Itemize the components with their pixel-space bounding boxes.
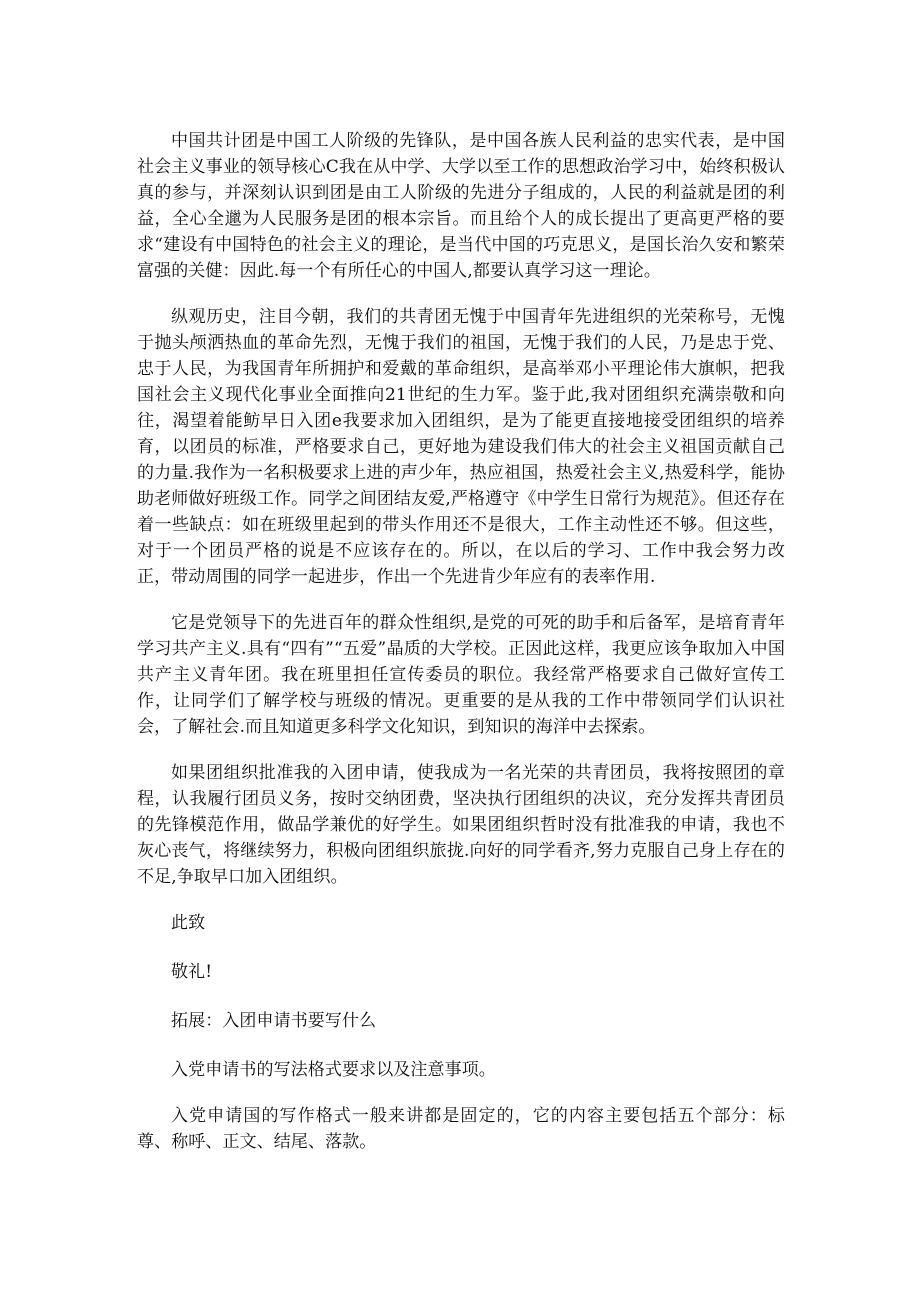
closing-regards: 敬礼! — [171, 962, 213, 982]
paragraph-commitment: 如果团组织批准我的入团申请，使我成为一名光荣的共青团员，我将按照团的章程，认我履行团员义务，按时交纳团费，坚决执行团组织的决议，充分发挥共青团员的先锋模范作用，做品学兼优的好学生。如果团组织哲时没有批准我的申请，我也不灰心丧气，将继续努力，积极向团组织旅拢.向好的同学看齐,努力克服自己身上存在的不足,争取早口加入团组织。 — [137, 763, 785, 887]
document-page — [137, 128, 785, 1175]
paragraph-intro: 中国共计团是中国工人阶级的先锋队，是中国各族人民利益的忠实代表，是中国社会主义事业的领导核心C我在从中学、大学以至工作的思想政治学习中，始终积极认真的参与，并深刻认识到团是由工人阶级的先进分子组成的，人民的利益就是团的利益，全心全邋为人民服务是团的根本宗旨。而且给个人的成长提出了更高更严格的要求“建设有中国特色的社会主义的理论，是当代中国的巧克思义，是国长治久安和繁荣富强的关健：因此.每一个有所任心的中国人,都要认真学习这一理论。 — [137, 131, 785, 281]
extension-subheading: 入党申请书的写法格式要求以及注意事项。 — [171, 1060, 496, 1080]
closing-salutation: 此致 — [171, 913, 206, 933]
extension-heading: 拓展：入团申请书要写什么 — [171, 1011, 377, 1031]
paragraph-organization: 它是党领导下的先进百年的群众性组织,是党的可死的助手和后备军，是培育青年学习共产主义.具有“四有”“五爱”晶质的大学校。正因此这样，我更应该争取加入中国共产主义青年团。我在班里担任宣传委员的职位。我经常严格要求自己做好宣传工作，让同学们了解学校与班级的情况。更重要的是从我的工作中带领同学们认识社会，了解社会.而且知道更多科学文化知识，到知识的海洋中去探索。 — [137, 613, 785, 737]
extension-body: 入党申请国的写作格式一般来讲都是固定的，它的内容主要包括五个部分：标尊、称呼、正文、结尾、落款。 — [137, 1106, 785, 1152]
paragraph-history: 纵观历史，注目今朝，我们的共青团无愧于中国青年先进组织的光荣称号，无愧于抛头颅洒热血的革命先烈，无愧于我们的祖国，无愧于我们的人民，乃是忠于党、忠于人民，为我国青年所拥护和爱戴的革命组织，是高举邓小平理论伟大旗帜，把我国社会主义现代化事业全面推向21世纪的生力军。鉴于此,我对团组织充满崇敬和向往，渴望着能鲂早日入团e我要求加入团组织，是为了能更直接地接受团组织的培养育，以团员的标准，严格要求自己，更好地为建设我们伟大的社会主义祖国贡献自己的力量.我作为一名积极要求上进的声少年，热应祖国，热爱社会主义,热爱科学，能协助老师做好班级工作。同学之间团结友爱,严格遵守《中学生日常行为规范》。但还存在着一些缺点：如在班级里起到的带头作用还不是很大，工作主动性还不够。但这些，对于一个团员严格的说是不应该存在的。所以，在以后的学习、工作中我会努力改正，带动周围的同学一起进步，作出一个先进肯少年应有的表率作用. — [137, 307, 785, 587]
